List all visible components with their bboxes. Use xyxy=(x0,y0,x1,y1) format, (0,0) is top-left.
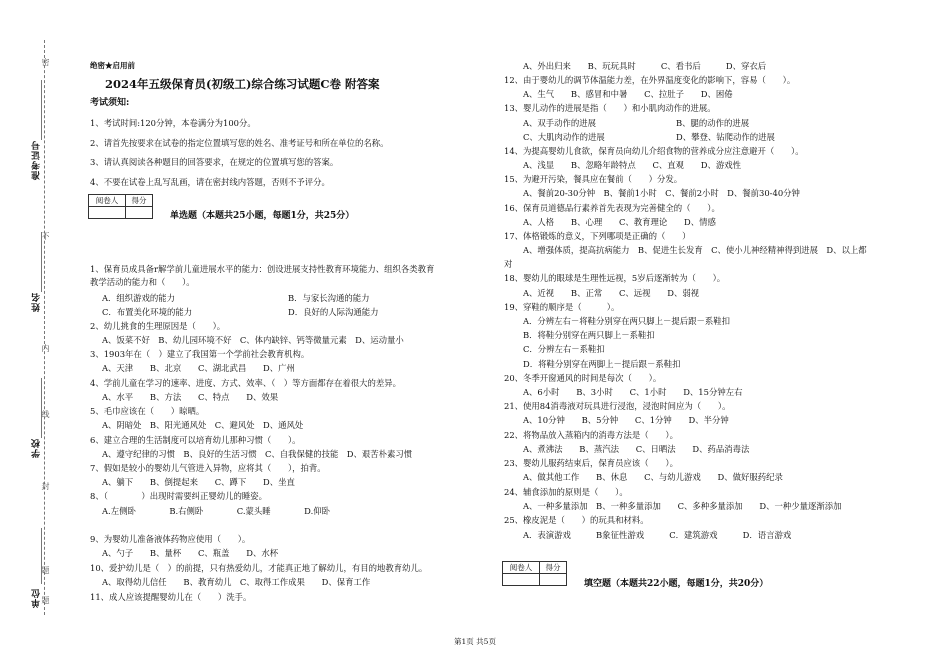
score-cell[interactable] xyxy=(540,574,567,586)
notice-item: 3、请认真阅读各种题目的回答要求，在规定的位置填写您的答案。 xyxy=(90,157,339,167)
notice-heading: 考试须知: xyxy=(90,98,130,108)
binding-line xyxy=(44,40,45,615)
option: A、外出归来 B、玩玩具时 C、看书后 D、穿衣后 xyxy=(523,61,767,71)
question-line: 8、（ ）出现时需要纠正婴幼儿的睡姿。 xyxy=(90,491,268,501)
seal-mark: 题 xyxy=(41,596,50,604)
question-line: 1、保育员成具备r解学前儿童进展水平的能力：创设进展支持性教育环境能力、组织各类教育 xyxy=(90,264,435,274)
option: A、水平 B、方法 C、特点 D、效果 xyxy=(102,392,279,402)
option: A、饭菜不好 B、幼儿园环境不好 C、体内缺锌、钙等微量元素 D、运动量小 xyxy=(102,335,404,345)
secret-mark: 绝密★启用前 xyxy=(90,61,135,70)
option: A、双手动作的进展 xyxy=(523,118,597,128)
option: B．将鞋分别穿在两只脚上－系鞋扣 xyxy=(523,330,655,340)
option: A、遵守纪律的习惯 B、良好的生活习惯 C、自我保健的技能 D、艰苦朴素习惯 xyxy=(102,449,413,459)
seal-mark: 密 xyxy=(41,58,50,66)
option: A、生气 B、感冒和中暑 C、拉肚子 D、困倦 xyxy=(523,89,733,99)
question-line: 11、成人应该提醒婴幼儿在（ ）洗手。 xyxy=(90,592,252,602)
notice-item: 1、考试时间:120分钟，本卷满分为100分。 xyxy=(90,118,256,128)
grader-label: 阅卷人 xyxy=(503,562,540,574)
question-line: 20、冬季开窗通风的时间是每次（ ）。 xyxy=(504,373,662,383)
question-line: 5、毛巾应该在（ ）晾晒。 xyxy=(90,406,205,416)
question-line: 19、穿鞋的顺序是（ ）。 xyxy=(504,302,620,312)
question-line: 14、为提高婴幼儿食欲，保育员向幼儿介绍食物的营养成分应注意避开（ ）。 xyxy=(504,146,804,156)
question-line: 10、爱护幼儿是（ ）的前提，只有热爱幼儿，才能真正地了解幼儿，有目的地教育幼儿。 xyxy=(90,563,428,573)
question-line: 6、建立合理的生活制度可以培育幼儿那种习惯（ ）。 xyxy=(90,435,301,445)
grader-cell[interactable] xyxy=(503,574,540,586)
question-line: 4、学前儿童在学习的速率、进度、方式、效率、（ ）等方面都存在着很大的差异。 xyxy=(90,378,402,388)
seal-mark: 题 xyxy=(41,566,50,574)
question-line: 17、体格锻炼的意义，下列哪项是正确的（ ） xyxy=(504,231,691,241)
option: A、一种多量添加 B、一种多量添加 C、多种多量添加 D、一种少量逐渐添加 xyxy=(523,501,842,511)
option: A．组织游戏的能力 xyxy=(102,293,176,303)
question-line: 21、使用84消毒液对玩具进行浸泡，浸泡时间应为（ ）。 xyxy=(504,401,731,411)
option: D．将鞋分别穿在两脚上－提后跟－系鞋扣 xyxy=(523,359,681,369)
section1-title: 单选题（本题共25小题，每题1分，共25分） xyxy=(170,211,355,221)
exam-number-field[interactable] xyxy=(41,80,44,140)
grader-table xyxy=(88,194,153,219)
question-line: 3、1903年在（ ）建立了我国第一个学前社会教育机构。 xyxy=(90,349,310,359)
question-line: 9、为婴幼儿准备液体药物应使用（ ）。 xyxy=(90,534,251,544)
seal-mark: 线 xyxy=(41,410,50,418)
question-line: 22、将物品放入蒸箱内的消毒方法是（ ）。 xyxy=(504,430,678,440)
option: A、勺子 B、量杯 C、瓶盖 D、水杯 xyxy=(102,548,279,558)
school-label: 学校 xyxy=(32,438,42,458)
question-line: 12、由于婴幼儿的调节体温能力差，在外界温度变化的影响下，容易（ ）。 xyxy=(504,75,796,85)
section2-title: 填空题（本题共22小题，每题1分，共20分） xyxy=(584,579,769,589)
seal-mark: 不 xyxy=(41,232,50,240)
score-cell[interactable] xyxy=(126,207,153,219)
question-line: 13、婴儿动作的进展是指（ ）和小肌肉动作的进展。 xyxy=(504,103,716,113)
option: A．表演游戏 B象征性游戏 C．建筑游戏 D．语言游戏 xyxy=(523,530,792,540)
option: A、近视 B、正常 C、远视 D、弱视 xyxy=(523,288,700,298)
question-line: 18、婴幼儿的眼球是生理性远视，5岁后逐渐转为（ ）。 xyxy=(504,273,726,283)
seal-mark: 封 xyxy=(41,482,50,490)
option: A.左侧卧 B.右侧卧 C.蒙头睡 D.仰卧 xyxy=(102,506,330,516)
question-line: 25、橡皮泥是（ ）的玩具和材料。 xyxy=(504,515,649,525)
notice-item: 4、不要在试卷上乱写乱画，请在密封线内答题，否则不予评分。 xyxy=(90,177,330,187)
option: D、攀登、钻爬动作的进展 xyxy=(676,132,775,142)
option: A、10分钟 B、5分钟 C、1分钟 D、半分钟 xyxy=(523,415,729,425)
option: A、取得幼儿信任 B、教育幼儿 C、取得工作成果 D、保育工作 xyxy=(102,577,371,587)
grader-cell[interactable] xyxy=(89,207,126,219)
option: A、餐前20-30分钟 B、餐前1小时 C、餐前2小时 D、餐前30-40分钟 xyxy=(523,188,800,198)
option: C．布置美化环境的能力 xyxy=(102,307,193,317)
option: C．分辨左右－系鞋扣 xyxy=(523,344,605,354)
unit-field[interactable] xyxy=(41,528,44,584)
option: C、大肌肉动作的进展 xyxy=(523,132,605,142)
option-continued: 对 xyxy=(504,259,513,269)
option: A、增强体质，提高抗病能力 B、促进生长发育 C、使小儿神经精神得到进展 D、以上都 xyxy=(523,245,867,255)
question-line: 24、辅食添加的原则是（ ）。 xyxy=(504,487,628,497)
unit-label: 单位 xyxy=(32,588,42,608)
option: A、人格 B、心理 C、教育理论 D、情感 xyxy=(523,217,716,227)
school-field[interactable] xyxy=(41,378,44,438)
grader-table xyxy=(502,561,567,586)
name-label: 姓名 xyxy=(32,292,42,312)
option: A、6小时 B、3小时 C、1小时 D、15分钟左右 xyxy=(523,387,743,397)
option: A、煮沸法 B、蒸汽法 C、日晒法 D、药品消毒法 xyxy=(523,444,750,454)
option: A、浅显 B、忽略年龄特点 C、直观 D、游戏性 xyxy=(523,160,741,170)
notice-item: 2、请首先按要求在试卷的指定位置填写您的姓名、准考证号和所在单位的名称。 xyxy=(90,138,389,148)
question-line: 23、婴幼儿服药结束后，保育员应该（ ）。 xyxy=(504,458,678,468)
option: A、天津 B、北京 C、湖北武昌 D、广州 xyxy=(102,363,295,373)
page-title: 2024年五级保育员(初级工)综合练习试题C卷 附答案 xyxy=(105,77,380,91)
name-field[interactable] xyxy=(41,232,44,292)
score-label: 得分 xyxy=(126,195,153,207)
score-label: 得分 xyxy=(540,562,567,574)
option: A、躺下 B、倒提起来 C、蹲下 D、坐直 xyxy=(102,477,295,487)
question-line: 2、幼儿挑食的生理原因是（ ）。 xyxy=(90,321,226,331)
exam-number-label: 准考证号 xyxy=(32,140,42,180)
page-number: 第1页 共5页 xyxy=(454,637,496,646)
option: B．与家长沟通的能力 xyxy=(288,293,370,303)
question-line: 7、假如是较小的婴幼儿气管进入异物，应将其（ ），拍背。 xyxy=(90,463,326,473)
question-line: 教学活动的能力和（ ）。 xyxy=(90,277,195,287)
option: B、腿的动作的进展 xyxy=(676,118,750,128)
option: A、阴暗处 B、阳光通风处 C、避风处 D、通风处 xyxy=(102,420,304,430)
seal-mark: 内 xyxy=(41,344,50,352)
option: A．分辨左右－将鞋分别穿在两只脚上－提后跟－系鞋扣 xyxy=(523,316,731,326)
question-line: 15、为避开污染，餐具应在餐前（ ）分发。 xyxy=(504,174,683,184)
option: D．良好的人际沟通能力 xyxy=(288,307,379,317)
question-line: 16、保育员道德品行素养首先表现为完善健全的（ ）。 xyxy=(504,203,720,213)
grader-label: 阅卷人 xyxy=(89,195,126,207)
option: A、做其他工作 B、休息 C、与幼儿游戏 D、做好服药纪录 xyxy=(523,472,783,482)
